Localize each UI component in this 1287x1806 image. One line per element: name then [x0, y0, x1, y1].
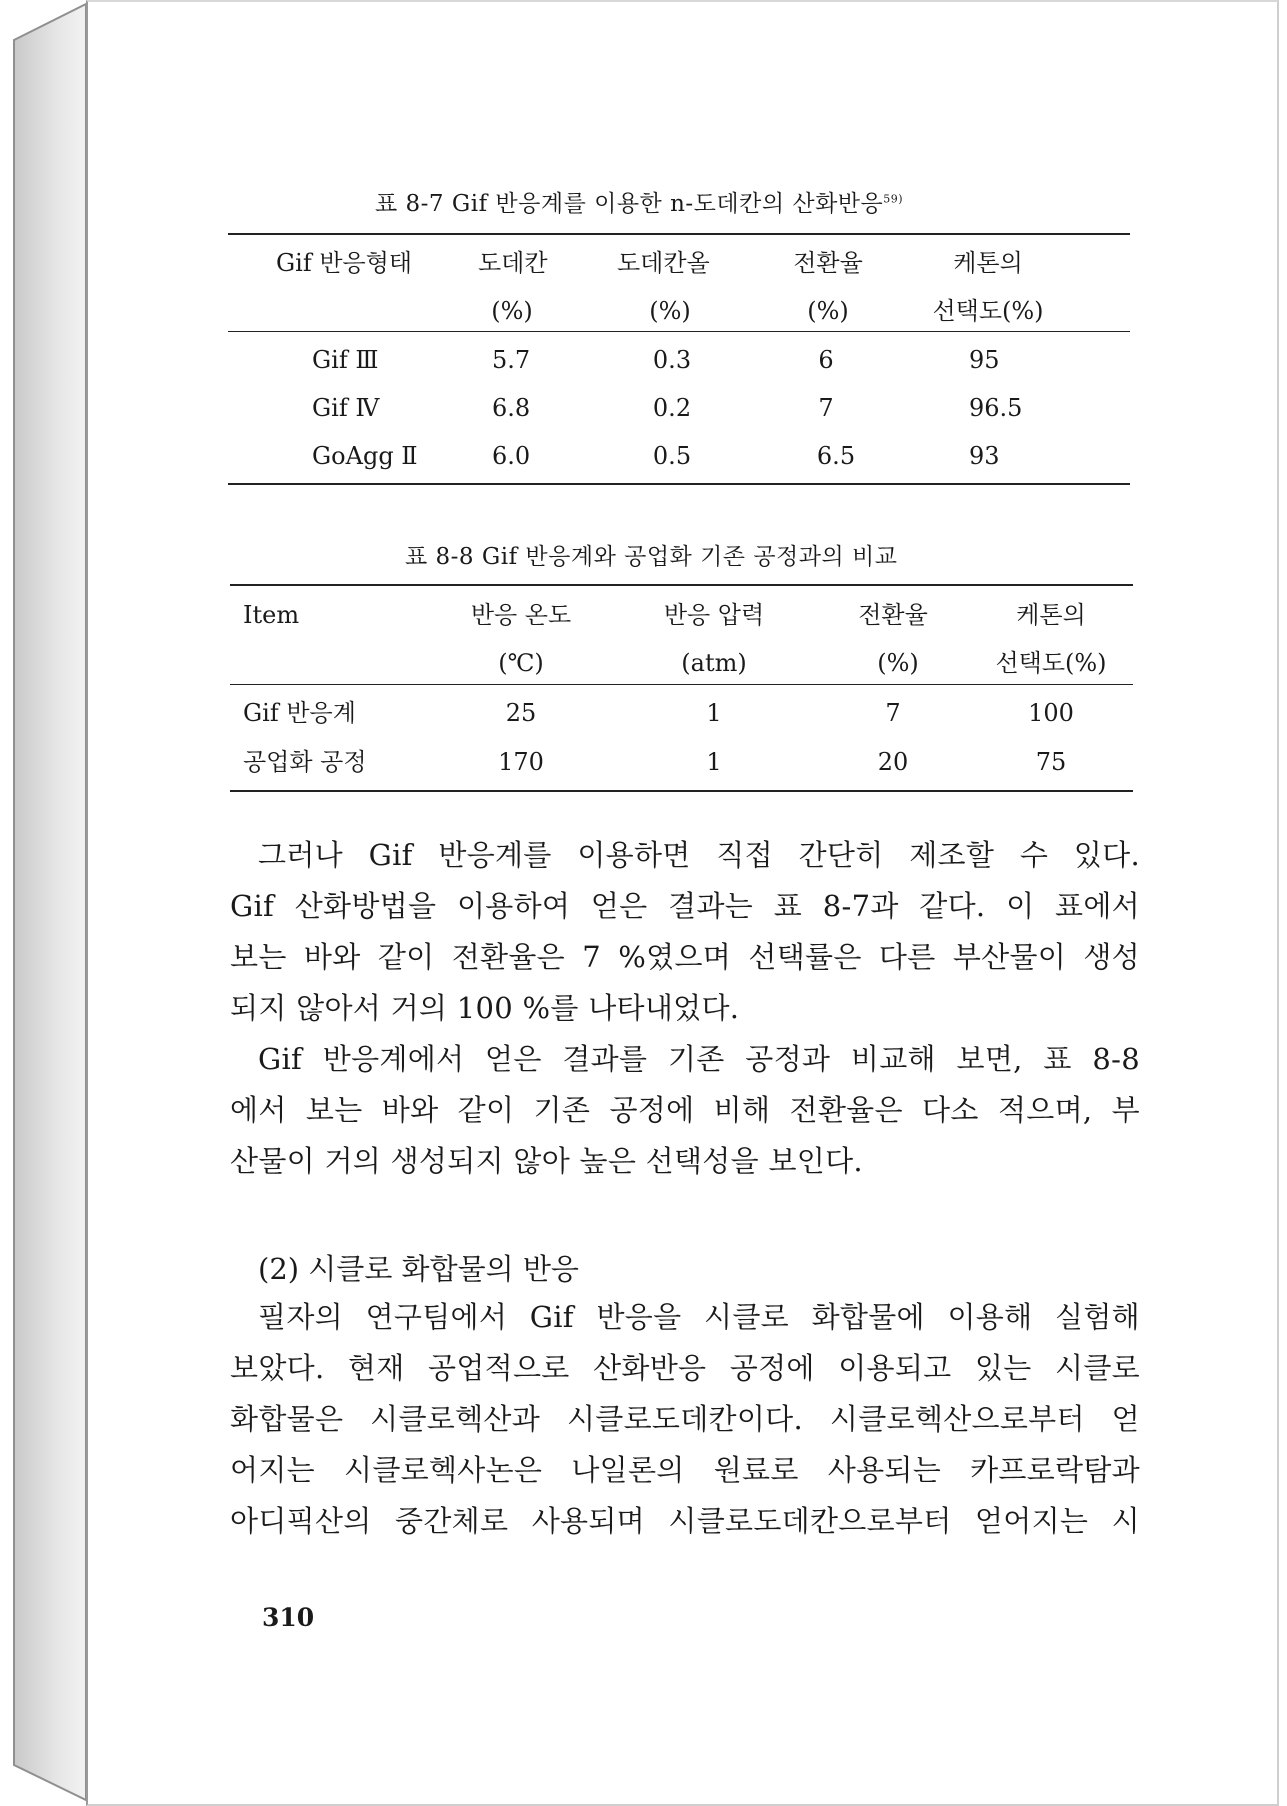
paragraph2-line-2: 산물이 거의 생성되지 않아 높은 선택성을 보인다. [230, 1144, 863, 1178]
paragraph1-line-0: 그러나 Gif 반응계를 이용하면 직접 간단히 제조할 수 있다. [258, 838, 1140, 872]
paragraph2-line-1: 에서 보는 바와 같이 기존 공정에 비해 전환율은 다소 적으며, 부 [230, 1093, 1140, 1127]
table1-row-2-c3: 6.5 [816, 442, 856, 470]
table1-row-0-label: Gif Ⅲ [312, 346, 379, 374]
table2-header-4-line1: 케톤의 [1016, 601, 1086, 629]
table2-header-1-line2: (℃) [498, 649, 544, 677]
table1-header-3-line2: (%) [807, 297, 849, 325]
table1-row-2-c2: 0.5 [652, 442, 692, 470]
table1-row-0-c4: 95 [969, 346, 1000, 374]
page-number: 310 [262, 1603, 315, 1632]
table2-row-1-c4: 75 [1035, 748, 1067, 776]
table2-header-4-line2: 선택도(%) [995, 649, 1107, 677]
table2-row-1-label: 공업화 공정 [243, 748, 367, 776]
table2-header-1-line1: 반응 온도 [470, 601, 572, 629]
table1-header-1-line2: (%) [491, 297, 533, 325]
table1-header-0-line1: Gif 반응형태 [276, 249, 413, 277]
table2-header-2-line2: (atm) [681, 649, 747, 677]
table1-row-0-c1: 5.7 [492, 346, 531, 374]
table2-header-0-line1: Item [243, 601, 300, 629]
paragraph1-line-2: 보는 바와 같이 전환율은 7 %였으며 선택률은 다른 부산물이 생성 [230, 940, 1140, 974]
table1-row-2-c4: 93 [969, 442, 1000, 470]
table1-header-1-line1: 도데칸 [478, 249, 548, 277]
table2-header-3-line1: 전환율 [858, 601, 928, 629]
table1-row-2-c1: 6.0 [492, 442, 531, 470]
table1-top-rule [228, 233, 1130, 235]
table2-row-0-c1: 25 [505, 699, 537, 727]
table1-header-4-line2: 선택도(%) [932, 297, 1044, 325]
table1-row-1-label: Gif Ⅳ [312, 394, 380, 422]
table2-row-1-c2: 1 [706, 748, 722, 776]
table1-header-3-line1: 전환율 [793, 249, 863, 277]
table1-header-2-line2: (%) [649, 297, 691, 325]
table1-row-0-c2: 0.3 [652, 346, 692, 374]
table1-header-rule [228, 331, 1130, 332]
table1-row-1-c4: 96.5 [969, 394, 1023, 422]
paragraph1-line-3: 되지 않아서 거의 100 %를 나타내었다. [230, 991, 740, 1025]
table1-row-2-label: GoAgg Ⅱ [312, 442, 418, 470]
table2-row-0-label: Gif 반응계 [243, 699, 356, 727]
paragraph3-line-3: 어지는 시클로헥사논은 나일론의 원료로 사용되는 카프로락탐과 [230, 1453, 1140, 1487]
paragraph2-line-0: Gif 반응계에서 얻은 결과를 기존 공정과 비교해 보면, 표 8-8 [258, 1042, 1140, 1076]
paragraph1-line-1: Gif 산화방법을 이용하여 얻은 결과는 표 8-7과 같다. 이 표에서 [230, 889, 1140, 923]
table2-row-0-c4: 100 [1028, 699, 1074, 727]
table1-header-4-line1: 케톤의 [953, 249, 1023, 277]
table2-row-1-c1: 170 [498, 748, 544, 776]
paragraph3-line-1: 보았다. 현재 공업적으로 산화반응 공정에 이용되고 있는 시클로 [230, 1351, 1140, 1385]
paragraph3-line-0: 필자의 연구팀에서 Gif 반응을 시클로 화합물에 이용해 실험해 [258, 1300, 1140, 1334]
table2-header-2-line1: 반응 압력 [663, 601, 765, 629]
paragraph3-line-2: 화합물은 시클로헥산과 시클로도데칸이다. 시클로헥산으로부터 얻 [230, 1402, 1140, 1436]
table1-bottom-rule [228, 483, 1130, 485]
table2-header-3-line2: (%) [877, 649, 919, 677]
table2-row-0-c3: 7 [885, 699, 901, 727]
table2-caption: 표 8-8 Gif 반응계와 공업화 기존 공정과의 비교 [405, 544, 898, 570]
paragraph3-line-4: 아디픽산의 중간체로 사용되며 시클로도데칸으로부터 얻어지는 시 [230, 1504, 1140, 1538]
table1-row-1-c1: 6.8 [492, 394, 531, 422]
table1-row-1-c2: 0.2 [652, 394, 692, 422]
table1-caption-ref: 59) [883, 192, 904, 206]
table1-row-0-c3: 6 [818, 346, 834, 374]
section-heading: (2) 시클로 화합물의 반응 [258, 1252, 579, 1286]
table1-header-2-line1: 도데칸올 [617, 249, 710, 277]
table1-caption-text: 표 8-7 Gif 반응계를 이용한 n-도데칸의 산화반응 [375, 191, 884, 217]
table1-caption [375, 185, 903, 218]
table1-row-1-c3: 7 [818, 394, 834, 422]
table2-row-1-c3: 20 [877, 748, 909, 776]
table2-top-rule [230, 584, 1133, 586]
table2-row-0-c2: 1 [706, 699, 722, 727]
table2-header-rule [230, 684, 1133, 685]
table2-bottom-rule [230, 790, 1133, 792]
